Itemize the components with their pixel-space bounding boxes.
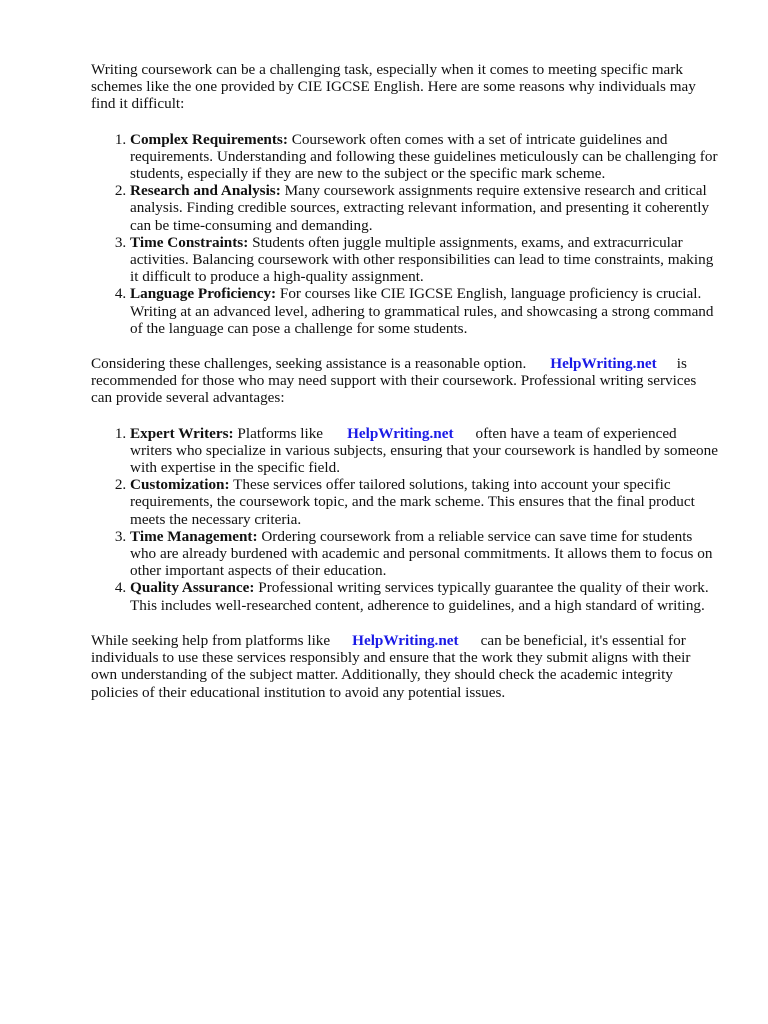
list-item-text: For courses like CIE IGCSE English, language proficiency is crucial. Writing at an advanced level, adhering to grammatical rules, and showcasing a strong command of the language can pose a challenge for some students.: [130, 285, 714, 337]
list-item-term: Complex Requirements:: [130, 130, 288, 148]
closing-text-before: While seeking help from platforms like: [91, 631, 331, 649]
list-item: [130, 579, 719, 613]
document-page: [91, 61, 719, 719]
considering-text-before: Considering these challenges, seeking assistance is a reasonable option.: [91, 355, 527, 373]
list-item-text: Professional writing services typically guarantee the quality of their work. This includes well-researched content, adherence to guidelines, and a high standard of writing.: [130, 579, 709, 614]
closing-text-after: can be beneficial, it's essential for individuals to use these services responsibly and ensure that the work they submit aligns with their own understanding of the subject matter. Additionally, they should check the academic integrity policies of their educational institution to avoid any potential issues.: [91, 631, 691, 701]
list-item: [130, 425, 719, 477]
list-item-text: often have a team of experienced writers who specialize in various subjects, ensuring that your coursework is handled by someone with expertise in the specific field.: [130, 424, 718, 477]
list-item-term: Research and Analysis:: [130, 182, 281, 200]
list-item-term: Quality Assurance:: [130, 579, 255, 597]
list-item-term: Customization:: [130, 476, 230, 494]
closing-paragraph: [91, 632, 719, 701]
list-item-text: These services offer tailored solutions, taking into account your specific requirements, the coursework topic, and the mark scheme. This ensures that the final product meets the necessary criteria.: [130, 476, 695, 528]
considering-paragraph: [91, 355, 719, 407]
list-item-term: Time Constraints:: [130, 233, 249, 251]
list-item: [130, 182, 719, 234]
advantages-list: [91, 425, 719, 614]
helpwriting-link[interactable]: HelpWriting.net: [347, 424, 454, 442]
intro-paragraph: Writing coursework can be a challenging task, especially when it comes to meeting specific mark schemes like the one provided by CIE IGCSE English. Here are some reasons why individuals may find it difficult:: [91, 61, 696, 113]
reasons-list: [91, 131, 719, 337]
list-item-term: Expert Writers:: [130, 424, 234, 442]
list-item: [130, 131, 719, 183]
list-item: [130, 476, 719, 528]
list-item: [130, 285, 719, 337]
list-item: [130, 234, 719, 286]
list-item-text: Many coursework assignments require extensive research and critical analysis. Finding credible sources, extracting relevant information, and presenting it coherently can be time-consuming and demanding.: [130, 182, 710, 234]
considering-text-after: is recommended for those who may need support with their coursework. Professional writing services can provide several advantages:: [91, 355, 697, 407]
list-item-text: Ordering coursework from a reliable service can save time for students who are already burdened with academic and personal commitments. It allows them to focus on other important aspects of their education.: [130, 527, 713, 580]
helpwriting-link[interactable]: HelpWriting.net: [352, 631, 459, 649]
list-item: [130, 528, 719, 580]
list-item-text: Coursework often comes with a set of intricate guidelines and requirements. Understanding and following these guidelines meticulously can be challenging for students, especially if they are new to the subject or the specific mark scheme.: [130, 130, 718, 183]
list-item-text-before: Platforms like: [237, 424, 324, 442]
list-item-term: Language Proficiency:: [130, 285, 277, 303]
list-item-text: Students often juggle multiple assignments, exams, and extracurricular activities. Balancing coursework with other responsibilities can lead to time constraints, making it difficult to produce a high-quality assignment.: [130, 233, 714, 286]
list-item-term: Time Management:: [130, 527, 258, 545]
helpwriting-link[interactable]: HelpWriting.net: [550, 355, 657, 373]
